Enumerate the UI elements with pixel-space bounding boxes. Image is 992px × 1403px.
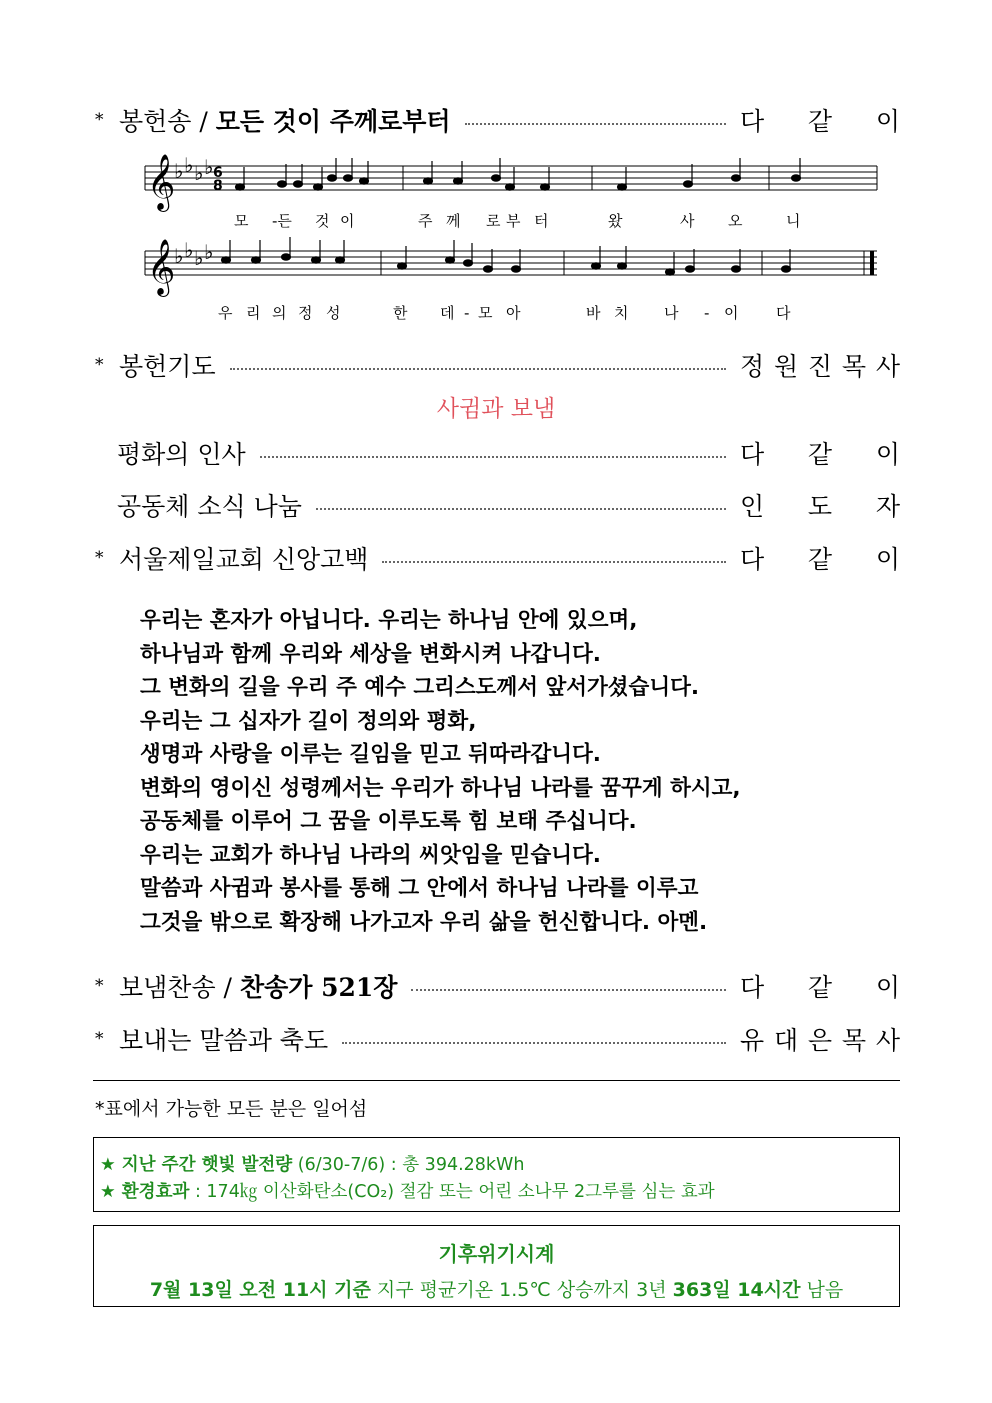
note-head — [454, 178, 463, 184]
note-head — [782, 266, 791, 272]
creed-line: 공동체를 이루어 그 꿈을 이루도록 힘 보태 주십니다. — [140, 809, 637, 834]
note-head — [344, 175, 353, 181]
standing-marker: * — [95, 355, 104, 375]
svg-text:♭: ♭ — [174, 159, 184, 183]
news-by: 인 도 자 — [740, 492, 900, 521]
note-head — [618, 184, 627, 190]
leader-dots — [260, 456, 726, 458]
svg-text:♭: ♭ — [184, 153, 194, 177]
note-head — [336, 257, 345, 263]
peace-row — [117, 433, 900, 473]
divider — [93, 1080, 900, 1081]
svg-text:-든: -든 — [272, 212, 292, 230]
note-head — [314, 184, 323, 190]
svg-text:리: 리 — [246, 304, 261, 322]
svg-text:께: 께 — [446, 212, 461, 230]
creed-line: 우리는 교회가 하나님 나라의 씨앗임을 믿습니다. — [140, 842, 601, 868]
svg-text:니: 니 — [786, 212, 801, 230]
svg-text:나: 나 — [664, 304, 679, 322]
note-head — [312, 257, 321, 263]
lyrics-line-2 — [218, 304, 791, 322]
standing-note: *표에서 가능한 모든 분은 일어섬 — [95, 1098, 368, 1120]
svg-text:이: 이 — [340, 212, 355, 230]
note-head — [732, 266, 741, 272]
solar-line-2: ★ 환경효과 : 174㎏ 이산화탄소(CO₂) 절감 또는 어린 소나무 2그루를 심는 효과 — [100, 1182, 715, 1202]
note-head — [424, 178, 433, 184]
closing-hymn-by: 다 같 이 — [740, 973, 900, 1002]
svg-text:-: - — [704, 304, 710, 322]
note-head — [398, 263, 407, 269]
svg-text:다: 다 — [776, 304, 791, 322]
note-head — [252, 257, 261, 263]
solar-box — [93, 1137, 900, 1212]
closing-hymn-title: 보냄찬송 / 찬송가 521장 — [119, 973, 398, 1002]
leader-dots — [230, 368, 726, 370]
music-score — [0, 140, 992, 340]
creed-line: 변화의 영이신 성령께서는 우리가 하나님 나라를 꿈꾸게 하시고, — [140, 775, 741, 801]
creed-line: 하나님과 함께 우리와 세상을 변화시켜 나갑니다. — [140, 641, 601, 667]
news-row — [117, 485, 900, 525]
standing-marker: * — [95, 1029, 104, 1049]
svg-text:아: 아 — [506, 304, 521, 322]
climate-clock-text: 7월 13일 오전 11시 기준 지구 평균기온 1.5℃ 상승까지 3년 363일 14시간 남음 — [149, 1279, 844, 1301]
svg-text:♭: ♭ — [184, 238, 194, 262]
creed-line: 말씀과 사귐과 봉사를 통해 그 안에서 하나님 나라를 이루고 — [140, 876, 699, 901]
svg-text:치: 치 — [614, 304, 629, 322]
climate-clock-box — [93, 1225, 900, 1307]
svg-text:우: 우 — [218, 304, 233, 322]
svg-text:♭: ♭ — [174, 244, 184, 268]
closing-hymn-row — [95, 966, 900, 1006]
time-signature-bottom: 8 — [213, 178, 223, 194]
creed-line: 그 변화의 길을 우리 주 예수 그리스도께서 앞서가셨습니다. — [140, 675, 700, 700]
benediction-row — [95, 1019, 900, 1059]
standing-marker: * — [95, 110, 104, 130]
leader-dots — [465, 123, 726, 125]
offertory-prayer-row — [95, 345, 900, 385]
note-head — [732, 175, 741, 181]
svg-text:부: 부 — [506, 212, 521, 230]
section-title: 사귐과 보냄 — [436, 396, 556, 422]
note-head — [492, 175, 501, 181]
svg-text:바: 바 — [586, 304, 601, 322]
note-head — [236, 184, 245, 190]
creed-by: 다 같 이 — [740, 545, 900, 574]
note-head — [484, 266, 493, 272]
note-head — [360, 178, 369, 184]
svg-text:한: 한 — [393, 304, 408, 322]
note-head — [618, 263, 627, 269]
news-title: 공동체 소식 나눔 — [117, 492, 302, 521]
svg-text:-: - — [464, 304, 470, 322]
svg-text:모: 모 — [234, 212, 249, 230]
svg-text:주: 주 — [418, 212, 433, 230]
time-signature-top: 6 — [213, 165, 223, 181]
leader-dots — [411, 989, 726, 991]
lyrics-line-1 — [234, 212, 801, 230]
standing-marker: * — [95, 548, 104, 568]
note-head — [666, 269, 675, 275]
svg-text:모: 모 — [478, 304, 493, 322]
svg-text:♭: ♭ — [204, 240, 214, 264]
note-head — [541, 184, 550, 190]
svg-text:왔: 왔 — [608, 212, 623, 230]
svg-text:♭: ♭ — [204, 155, 214, 179]
svg-text:데: 데 — [440, 304, 455, 322]
svg-text:이: 이 — [724, 304, 739, 322]
svg-text:정: 정 — [298, 304, 313, 322]
creed-line: 생명과 사랑을 이루는 길임을 믿고 뒤따라갑니다. — [140, 742, 601, 767]
offertory-prayer-title: 봉헌기도 — [119, 352, 216, 381]
note-head — [686, 266, 695, 272]
svg-text:사: 사 — [680, 212, 695, 230]
note-head — [282, 254, 291, 260]
svg-text:♭: ♭ — [194, 246, 204, 270]
note-head — [294, 181, 303, 187]
standing-marker: * — [95, 976, 104, 996]
solar-line-1: ★ 지난 주간 햇빛 발전량 (6/30-7/6) : 총 394.28kWh — [100, 1155, 525, 1175]
svg-text:의: 의 — [272, 304, 287, 322]
note-head — [592, 263, 601, 269]
svg-text:것: 것 — [315, 212, 330, 230]
offertory-title: 봉헌송 / 모든 것이 주께로부터 — [119, 107, 451, 136]
note-head — [222, 257, 231, 263]
note-head — [792, 175, 801, 181]
offertory-prayer-by: 정 원 진 목 사 — [740, 352, 900, 381]
creed-line: 우리는 혼자가 아닙니다. 우리는 하나님 안에 있으며, — [140, 608, 638, 633]
leader-dots — [316, 508, 726, 510]
svg-text:오: 오 — [728, 212, 743, 230]
creed-row — [95, 538, 900, 578]
svg-text:♭: ♭ — [194, 161, 204, 185]
note-head — [328, 175, 337, 181]
note-head — [464, 260, 473, 266]
peace-by: 다 같 이 — [740, 440, 900, 469]
benediction-title: 보내는 말씀과 축도 — [119, 1026, 329, 1055]
note-head — [684, 181, 693, 187]
treble-clef-icon: 𝄞 — [147, 154, 176, 210]
note-head — [446, 257, 455, 263]
leader-dots — [382, 561, 726, 563]
note-head — [512, 266, 521, 272]
creed-title: 서울제일교회 신앙고백 — [119, 545, 369, 574]
offertory-by: 다 같 이 — [740, 107, 900, 136]
treble-clef-icon: 𝄞 — [147, 239, 176, 295]
svg-text:터: 터 — [534, 212, 549, 230]
creed-line: 우리는 그 십자가 길이 정의와 평화, — [140, 708, 477, 734]
offertory-row — [95, 100, 900, 140]
peace-title: 평화의 인사 — [117, 440, 246, 469]
leader-dots — [342, 1042, 726, 1044]
note-head — [278, 181, 287, 187]
creed-text — [140, 604, 741, 939]
climate-clock-title: 기후위기시계 — [438, 1242, 555, 1266]
creed-line: 그것을 밖으로 확장해 나가고자 우리 삶을 헌신합니다. 아멘. — [140, 909, 708, 935]
svg-text:로: 로 — [486, 212, 501, 230]
benediction-by: 유 대 은 목 사 — [740, 1026, 900, 1055]
svg-text:성: 성 — [326, 304, 341, 322]
note-head — [506, 184, 515, 190]
